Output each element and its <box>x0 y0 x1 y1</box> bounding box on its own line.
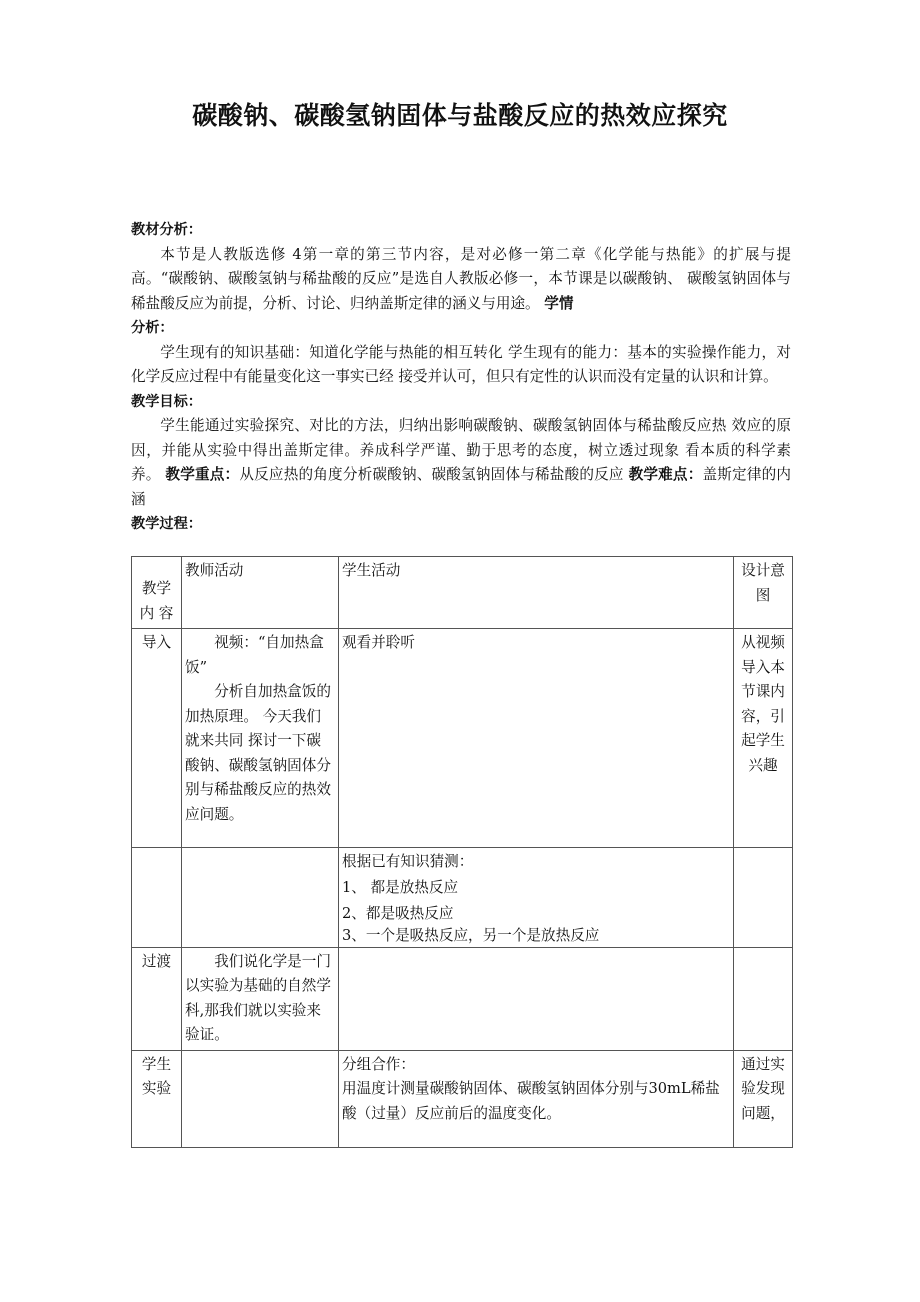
table-row <box>132 848 793 948</box>
row2-student <box>339 848 734 948</box>
table-row <box>132 1050 793 1147</box>
row2-content <box>132 848 182 948</box>
guess-item-2: 2、都是吸热反应 <box>342 904 454 922</box>
row1-student: 观看并聆听 <box>339 629 734 848</box>
goal-paragraph <box>131 414 791 512</box>
key-heading: 教学重点： <box>165 466 240 483</box>
body-text <box>131 218 791 537</box>
row1-intent: 从视频导入本节课内容，引起学生兴趣 <box>734 629 793 848</box>
row1-teacher-line2: 分析自加热盒饭的加热原理。 今天我们就来共同 探讨一下碳酸钠、碳酸氢钠固体分别与稀盐酸反应的热效应问题。 <box>185 683 331 823</box>
difficulty-heading: 教学难点： <box>628 466 703 483</box>
row3-teacher-text: 我们说化学是一门以实验为基础的自然学科,那我们就以实验来验证。 <box>185 952 331 1043</box>
row4-content: 学生实验 <box>132 1050 182 1147</box>
student-heading-inline: 学情 <box>544 294 574 312</box>
row2-student-intro: 根据已有知识猜测： <box>342 853 474 870</box>
row4-student-line1: 分组合作： <box>342 1055 415 1073</box>
row1-teacher <box>182 629 339 848</box>
row2-teacher <box>182 848 339 948</box>
goal-text: 学生能通过实验探究、对比的方法，归纳出影响碳酸钠、碳酸氢钠固体与稀盐酸反应热 效应的原因，并能从实验中得出盖斯定律。养成科学严谨、勤于思考的态度，树立透过现象 看本质的科学素养。 <box>131 417 791 483</box>
guess-item-3: 3、一个是吸热反应，另一个是放热反应 <box>342 926 600 944</box>
process-heading: 教学过程： <box>131 516 202 532</box>
row4-student-line2: 用温度计测量碳酸钠固体、碳酸氢钠固体分别与30mL稀盐酸（过量）反应前后的温度变化。 <box>342 1080 720 1122</box>
header-content: 教学内 容 <box>132 557 182 629</box>
row1-teacher-line1: 视频：“自加热盒饭” <box>185 634 324 676</box>
student-text: 学生现有的知识基础：知道化学能与热能的相互转化 学生现有的能力：基本的实验操作能力，对化学反应过程中有能量变化这一事实已经 接受并认可，但只有定性的认识而没有定量的认识和计算。 <box>131 343 791 385</box>
page-title: 碳酸钠、碳酸氢钠固体与盐酸反应的热效应探究 <box>192 101 728 130</box>
table-row <box>132 947 793 1050</box>
row3-teacher <box>182 947 339 1050</box>
material-paragraph <box>131 243 791 317</box>
row3-intent <box>734 947 793 1050</box>
key-text: 从反应热的角度分析碳酸钠、碳酸氢钠固体与稀盐酸的反应 <box>239 466 624 483</box>
row1-content: 导入 <box>132 629 182 848</box>
material-heading: 教材分析： <box>131 222 202 238</box>
row4-intent: 通过实验发现问题， <box>734 1050 793 1147</box>
difficulty-text: 盖斯定律的内涵 <box>131 466 791 508</box>
material-text: 本节是人教版选修 4第一章的第三节内容，是对必修一第二章《化学能与热能》的扩展与提高。“碳酸钠、碳酸氢钠与稀盐酸的反应”是选自人教版必修一，本节课是以碳酸钠、 碳酸氢钠固体与稀盐酸反应为前提，分析、讨论、归纳盖斯定律的涵义与用途。 <box>131 245 791 312</box>
goal-heading: 教学目标： <box>131 393 202 410</box>
row3-content: 过渡 <box>132 947 182 1050</box>
row2-intent <box>734 848 793 948</box>
row4-teacher <box>182 1050 339 1147</box>
lesson-table <box>131 556 793 1148</box>
header-student: 学生活动 <box>339 557 734 629</box>
header-intent: 设计意图 <box>734 557 793 629</box>
table-row <box>132 629 793 848</box>
header-teacher: 教师活动 <box>182 557 339 629</box>
row3-student <box>339 947 734 1050</box>
row4-student <box>339 1050 734 1147</box>
student-heading: 分析： <box>131 320 174 336</box>
guess-item-1: 1、 都是放热反应 <box>342 878 459 896</box>
table-header-row <box>132 557 793 629</box>
